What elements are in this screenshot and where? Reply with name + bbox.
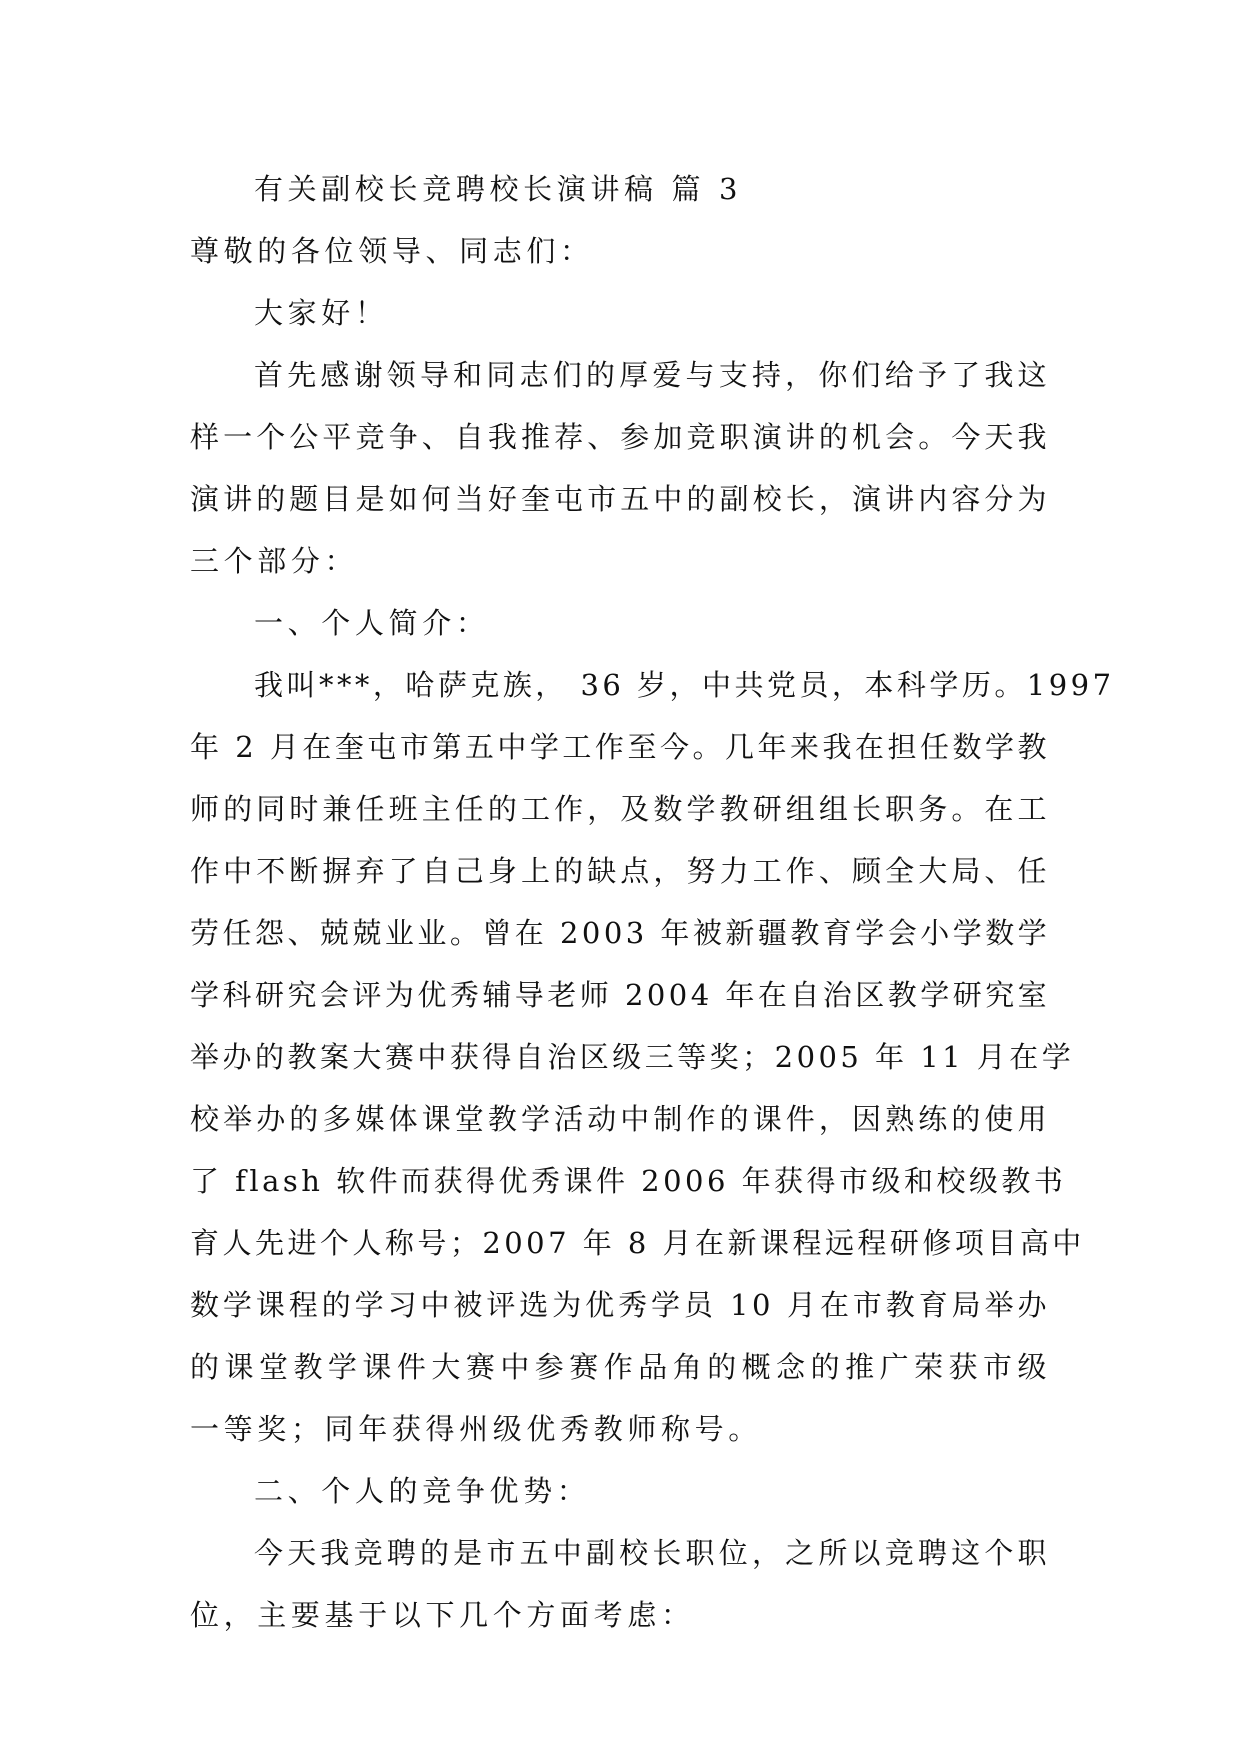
paragraph-line: 学科研究会评为优秀辅导老师 2004 年在自治区教学研究室 [190,978,1051,1012]
paragraph-line: 了 flash 软件而获得优秀课件 2006 年获得市级和校级教书 [190,1164,1067,1198]
paragraph-line: 劳任怨、兢兢业业。曾在 2003 年被新疆教育学会小学数学 [190,916,1051,950]
paragraph-line: 数学课程的学习中被评选为优秀学员 10 月在市教育局举办 [190,1288,1050,1322]
paragraph-line: 一等奖；同年获得州级优秀教师称号。 [190,1412,762,1446]
paragraph-line: 举办的教案大赛中获得自治区级三等奖；2005 年 11 月在学 [190,1040,1075,1074]
document-body [190,158,1115,1646]
paragraph-line: 三个部分： [190,544,359,578]
paragraph-line: 我叫***，哈萨克族， 36 岁，中共党员，本科学历。1997 [254,668,1115,702]
paragraph-line: 育人先进个人称号；2007 年 8 月在新课程远程研修项目高中 [190,1226,1085,1260]
paragraph-line: 位，主要基于以下几个方面考虑： [190,1598,695,1632]
salutation: 尊敬的各位领导、同志们： [190,234,594,268]
paragraph-line: 年 2 月在奎屯市第五中学工作至今。几年来我在担任数学教 [190,730,1050,764]
paragraph-line: 师的同时兼任班主任的工作，及数学教研组组长职务。在工 [190,792,1050,826]
paragraph-line: 作中不断摒弃了自己身上的缺点，努力工作、顾全大局、任 [190,854,1050,888]
paragraph-line: 的课堂教学课件大赛中参赛作品角的概念的推广荣获市级 [190,1350,1050,1384]
paragraph-line: 首先感谢领导和同志们的厚爱与支持，你们给予了我这 [254,358,1050,392]
paragraph-line: 演讲的题目是如何当好奎屯市五中的副校长，演讲内容分为 [190,482,1050,516]
document-title: 有关副校长竞聘校长演讲稿 篇 3 [254,172,743,206]
paragraph-line: 样一个公平竞争、自我推荐、参加竞职演讲的机会。今天我 [190,420,1050,454]
section-heading: 一、个人简介： [254,606,490,640]
section-heading: 二、个人的竞争优势： [254,1474,591,1508]
paragraph-line: 校举办的多媒体课堂教学活动中制作的课件，因熟练的使用 [190,1102,1050,1136]
paragraph-line: 今天我竞聘的是市五中副校长职位，之所以竞聘这个职 [254,1536,1050,1570]
greeting: 大家好！ [254,296,389,330]
